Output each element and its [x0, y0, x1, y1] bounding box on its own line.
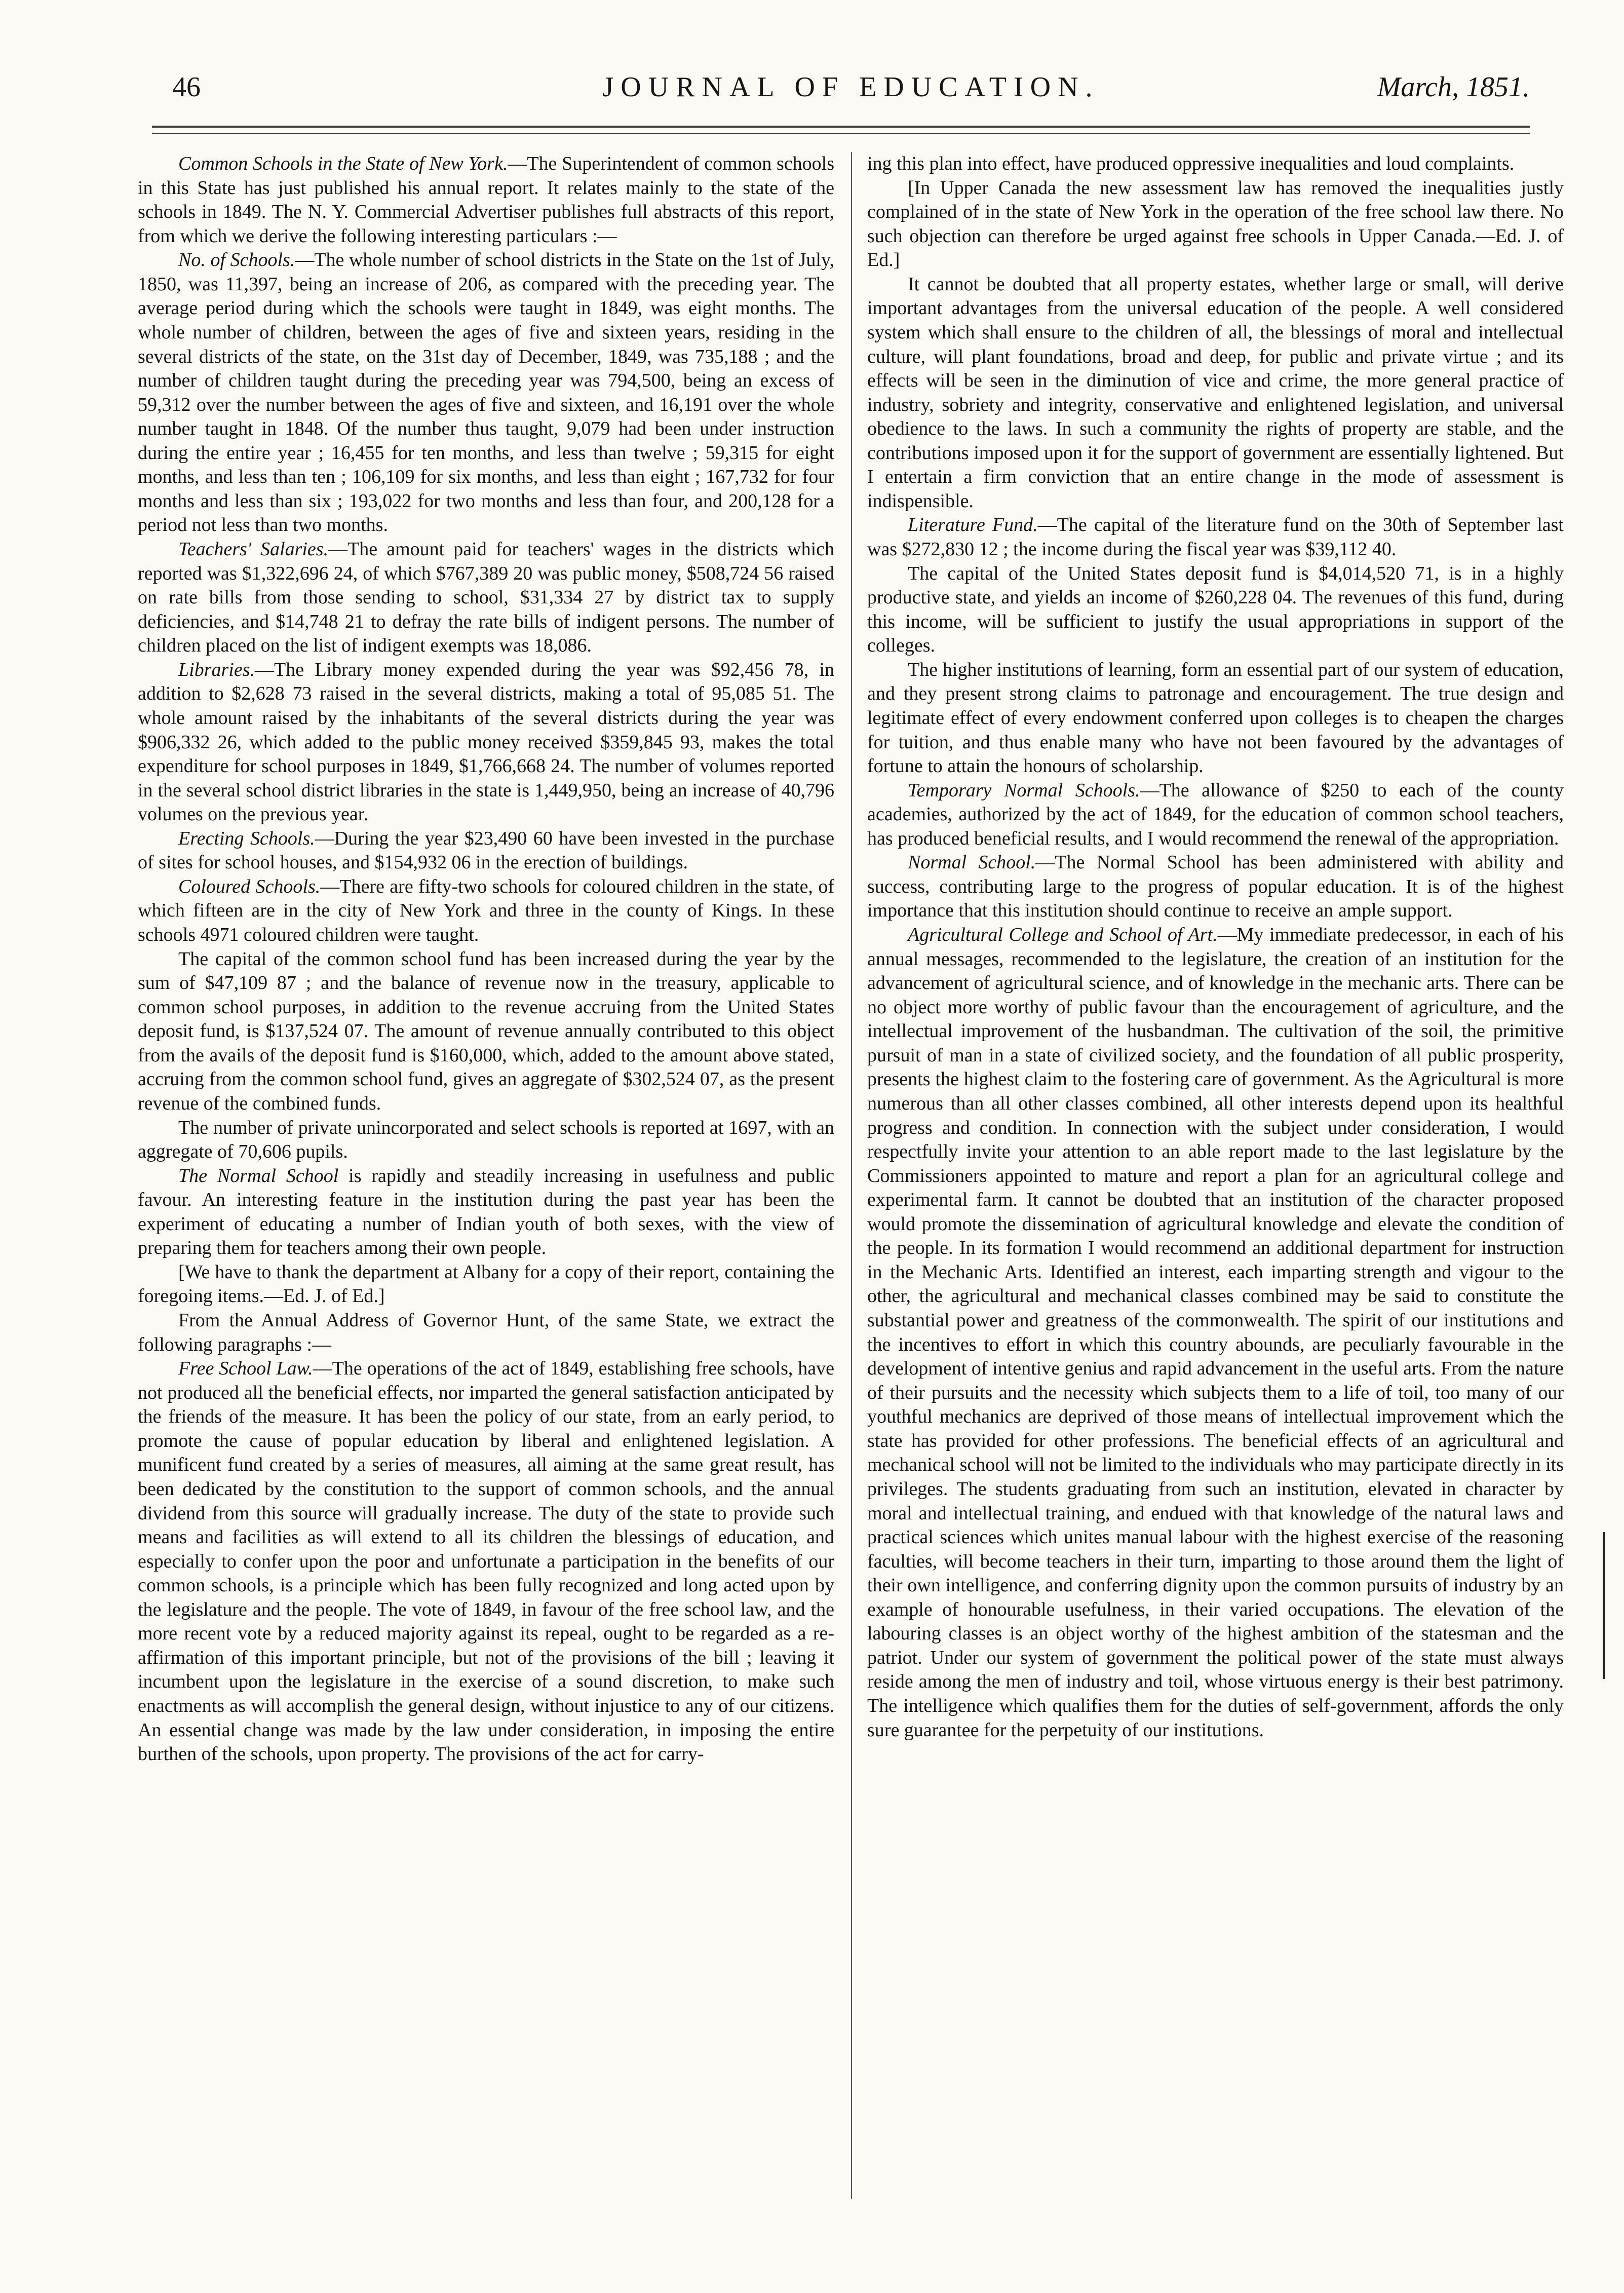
article-paragraph: [138, 947, 834, 1116]
paragraph-text: The capital of the common school fund has been increased during the year by the sum of $47,109 87 ; and the balance of revenue now in the treasury, applicable to common school purposes, in addition to the revenue accruing from the United States deposit fund, is $137,524 07. The amount of revenue annually contributed to this object from the avails of the deposit fund is $160,000, which, added to the amount above stated, accruing from the common school fund, gives an aggregate of $302,524 07, as the present revenue of the combined funds.: [138, 948, 834, 1114]
paragraph-text: ing this plan into effect, have produced oppressive inequalities and loud complaints.: [867, 153, 1515, 174]
paragraph-text: —The capital of the literature fund on the 30th of September last was $272,830 12 ; the income during the fiscal year was $39,112 40.: [867, 514, 1564, 560]
article-paragraph: [867, 562, 1564, 658]
article-paragraph: [138, 1164, 834, 1260]
paragraph-text: —There are fifty-two schools for coloured children in the state, of which fifteen are in the city of New York and three in the county of Kings. In these schools 4971 coloured children were taught.: [138, 875, 834, 945]
paragraph-text: The higher institutions of learning, form an essential part of our system of education, and they present strong claims to patronage and encouragement. The true design and legitimate effect of every endowment conferred upon colleges is to cheapen the charges for tuition, and thus enable many who have not been favoured by the advantages of fortune to attain the honours of scholarship.: [867, 659, 1564, 777]
paragraph-text: It cannot be doubted that all property estates, whether large or small, will derive important advantages from the universal education of the people. A well considered system which shall ensure to the children of all, the blessings of moral and intellectual culture, will plant foundations, broad and deep, for public and private virtue ; and its effects will be seen in the diminution of vice and crime, the more general practice of industry, sobriety and integrity, conservative and enlightened legislation, and universal obedience to the laws. In such a community the rights of property are stable, and the contributions imposed upon it for the support of government are essentially lightened. But I entertain a firm conviction that an entire change in the mode of assessment is indispensible.: [867, 273, 1564, 512]
paragraph-text: is rapidly and steadily increasing in usefulness and public favour. An interesting feature in the institution during the past year has been the experiment of educating a number of Indian youth of both sexes, with the view of preparing them for teachers among their own people.: [138, 1165, 834, 1259]
article-paragraph: [138, 1116, 834, 1164]
right-column: [867, 152, 1564, 2204]
section-heading: No. of Schools.: [178, 249, 295, 271]
paragraph-text: —The Library money expended during the year was $92,456 78, in addition to $2,628 73 raised in the several districts, making a total of 95,085 51. The whole amount raised by the inhabitants of the several districts during the year was $906,332 26, which added to the public money received $359,845 93, makes the total expenditure for school purposes in 1849, $1,766,668 24. The number of volumes reported in the several school district libraries in the state is 1,449,950, being an increase of 40,796 volumes on the previous year.: [138, 659, 834, 825]
section-heading: Temporary Normal Schools.: [908, 779, 1140, 801]
article-paragraph: [138, 538, 834, 658]
column-divider: [851, 152, 852, 2199]
article-paragraph: [138, 1357, 834, 1767]
paragraph-text: —During the year $23,490 60 have been invested in the purchase of sites for school houses, and $154,932 06 in the erection of buildings.: [138, 827, 834, 873]
page-number: 46: [172, 71, 201, 103]
paragraph-text: [In Upper Canada the new assessment law has removed the inequalities justly complained of in the state of New York in the operation of the free school law there. No such objection can therefore be urged against free schools in Upper Canada.—Ed. J. of Ed.]: [867, 177, 1564, 271]
paragraph-text: —The allowance of $250 to each of the county academies, authorized by the act of 1849, for the education of common school teachers, has produced beneficial results, and I would recommend the renewal of the appropriation.: [867, 779, 1564, 849]
paragraph-text: —The whole number of school districts in the State on the 1st of July, 1850, was 11,397, being an increase of 206, as compared with the preceding year. The average period during which the schools were taught in 1849, was eight months. The whole number of children, between the ages of five and sixteen years, residing in the several districts of the state, on the 31st day of December, 1849, was 735,188 ; and the number of children taught during the preceding year was 794,500, being an excess of 59,312 over the number between the ages of five and sixteen, and 16,191 over the whole number taught in 1848. Of the number thus taught, 9,079 had been under instruction during the entire year ; 16,455 for ten months, and less than twelve ; 59,315 for eight months, and less than ten ; 106,109 for six months, and less than eight ; 167,732 for four months and less than six ; 193,022 for two months and less than four, and 200,128 for a period not less than two months.: [138, 249, 834, 536]
article-paragraph: [138, 248, 834, 538]
section-heading: Teachers' Salaries.: [178, 539, 329, 560]
left-column: [138, 152, 834, 2204]
header-rule-thin: [152, 133, 1530, 134]
article-paragraph: [867, 152, 1564, 176]
section-heading: Common Schools in the State of New York.: [178, 153, 508, 174]
section-heading: Normal School.: [908, 852, 1036, 873]
article-paragraph: [867, 923, 1564, 1742]
article-paragraph: [138, 1260, 834, 1309]
section-heading: Libraries.: [178, 659, 255, 680]
article-paragraph: [138, 875, 834, 947]
article-paragraph: [867, 273, 1564, 514]
paragraph-text: [We have to thank the department at Albany for a copy of their report, containing the foregoing items.—Ed. J. of Ed.]: [138, 1261, 834, 1307]
section-heading: Literature Fund.: [908, 514, 1038, 536]
issue-date: March, 1851.: [1377, 71, 1530, 103]
paragraph-text: From the Annual Address of Governor Hunt, of the same State, we extract the following paragraphs :—: [138, 1310, 834, 1355]
section-heading: The Normal School: [178, 1165, 339, 1187]
article-paragraph: [867, 851, 1564, 923]
paragraph-text: —The Normal School has been administered with ability and success, contributing large to the progress of popular education. It is of the highest importance that this institution should continue to receive an ample support.: [867, 852, 1564, 922]
section-heading: Free School Law.: [178, 1358, 313, 1380]
section-heading: Erecting Schools.: [178, 827, 315, 849]
article-paragraph: [867, 176, 1564, 273]
article-paragraph: [867, 779, 1564, 851]
article-paragraph: [867, 658, 1564, 779]
paragraph-text: The capital of the United States deposit fund is $4,014,520 71, is in a highly productive state, and yields an income of $260,228 04. The revenues of this fund, during this income, will be sufficient to justify the usual appropriations in support of the colleges.: [867, 562, 1564, 657]
article-paragraph: [138, 152, 834, 248]
paragraph-text: —The amount paid for teachers' wages in the districts which reported was $1,322,696 24, of which $767,389 20 was public money, $508,724 56 raised on rate bills from those sending to school, $31,334 27 by district tax to supply deficiencies, and $14,748 21 to defray the rate bills of indigent persons. The number of children placed on the list of indigent exempts was 18,086.: [138, 539, 834, 657]
article-paragraph: [138, 827, 834, 875]
paragraph-text: —My immediate predecessor, in each of his annual messages, recommended to the legislature, the creation of an institution for the advancement of agricultural science, and of knowledge in the mechanic arts. There can be no object more worthy of public favour than the encouragement of agriculture, and the intellectual improvement of the husbandman. The cultivation of the soil, the primitive pursuit of man in a state of civilized society, and the foundation of all public prosperity, presents the highest claim to the fostering care of government. As the Agricultural is more numerous than all other classes combined, all other interests depend upon its healthful progress and condition. In connection with the subject under consideration, I would respectfully invite your attention to an able report made to the last legislature by the Commissioners appointed to mature and report a plan for an agricultural college and experimental farm. It cannot be doubted that an institution of the character proposed would promote the dissemination of agricultural knowledge and elevate the condition of the people. In its formation I would recommend an additional department for instruction in the Mechanic Arts. Identified an interest, each imparting strength and vigour to the other, the agricultural and mechanical classes combined may be said to constitute the substantial power and greatness of the commonwealth. The spirit of our institutions and the incentives to effort in which this country abounds, are peculiarly favourable in the development of intentive genius and rapid advancement in the useful arts. From the nature of their pursuits and the necessity which subjects them to a life of toil, too many of our youthful mechanics are deprived of those means of intellectual improvement which the state has provided for other professions. The beneficial effects of an agricultural and mechanical school will not be limited to the individuals who may participate directly in its privileges. The students graduating from such an institution, elevated in character by moral and intellectual training, and endued with that knowledge of the natural laws and practical sciences which unites manual labour with the highest exercise of the reasoning faculties, will become teachers in their turn, imparting to those around them the light of their own intelligence, and conferring dignity upon the common pursuits of industry by an example of honourable usefulness, in their varied occupations. The elevation of the labouring classes is an object worthy of the highest ambition of the statesman and the patriot. Under our system of government the political power of the state must always reside among the men of industry and toil, whose virtuous energy is their best patrimony. The intelligence which qualifies them for the duties of self-government, affords the only sure guarantee for the perpetuity of our institutions.: [867, 924, 1564, 1741]
header-rule: [152, 126, 1530, 128]
page-header: [172, 71, 1530, 117]
article-paragraph: [867, 513, 1564, 561]
paragraph-text: —The Superintendent of common schools in this State has just published his annual report. It relates mainly to the state of the schools in 1849. The N. Y. Commercial Advertiser publishes full abstracts of this report, from which we derive the following interesting particulars :—: [138, 153, 834, 247]
article-paragraph: [138, 658, 834, 827]
running-title: JOURNAL OF EDUCATION.: [602, 71, 1100, 103]
paragraph-text: The number of private unincorporated and select schools is reported at 1697, with an aggregate of 70,606 pupils.: [138, 1117, 834, 1163]
margin-mark: [1603, 1532, 1605, 1679]
section-heading: Agricultural College and School of Art.: [908, 924, 1218, 945]
paragraph-text: —The operations of the act of 1849, establishing free schools, have not produced all the beneficial effects, nor imparted the general satisfaction anticipated by the friends of the measure. It has been the policy of our state, from an early period, to promote the cause of popular education by liberal and enlightened legislation. A munificent fund created by a series of measures, all aiming at the same great result, has been dedicated by the constitution to the support of common schools, and the annual dividend from this source will gradually increase. The duty of the state to provide such means and facilities as will extend to all its children the blessings of education, and especially to confer upon the poor and unfortunate a participation in the benefits of our common schools, is a principle which has been fully recognized and long acted upon by the legislature and the people. The vote of 1849, in favour of the free school law, and the more recent vote by a reduced majority against its repeal, ought to be regarded as a re-affirmation of this important principle, but not of the provisions of the bill ; leaving it incumbent upon the legislature in the exercise of a sound discretion, to make such enactments as will accomplish the general design, without injustice to any of our citizens. An essential change was made by the law under consideration, in imposing the entire burthen of the schools, upon property. The provisions of the act for carry-: [138, 1358, 834, 1765]
section-heading: Coloured Schools.: [178, 875, 321, 897]
article-paragraph: [138, 1309, 834, 1357]
